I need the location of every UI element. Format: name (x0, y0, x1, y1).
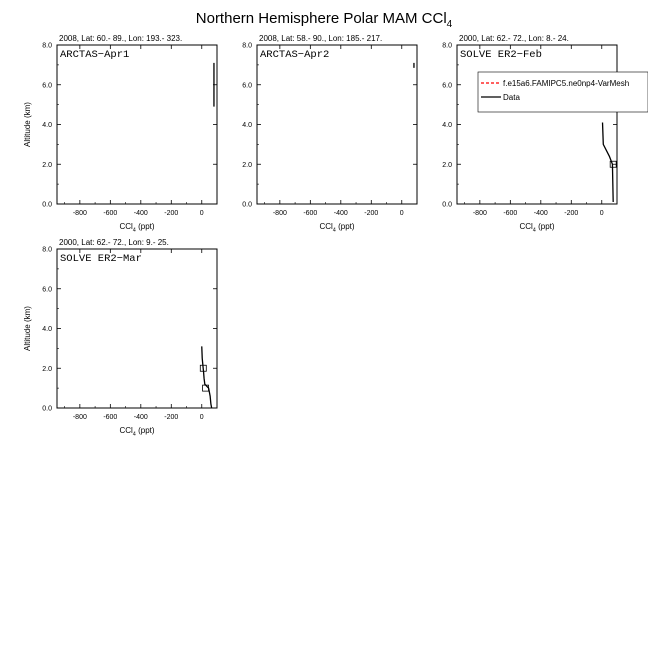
x-tick-label: -800 (272, 210, 287, 217)
x-axis-label (119, 426, 154, 438)
x-axis-label-base: CCl (119, 426, 133, 435)
x-axis-label-base: CCl (319, 222, 333, 231)
panel-title: 2008, Lat: 60.- 89., Lon: 193.- 323. (59, 34, 183, 43)
x-tick-label: -800 (472, 210, 487, 217)
y-tick-label: 4.0 (242, 122, 252, 129)
x-tick-label: -800 (72, 414, 87, 421)
x-tick-label: 0 (399, 210, 404, 217)
x-tick-label: 0 (599, 210, 604, 217)
panel-title: 2000, Lat: 62.- 72., Lon: 8.- 24. (459, 34, 569, 43)
data-series-line (202, 346, 212, 408)
y-tick-label: 2.0 (442, 161, 452, 169)
y-tick-label: 0.0 (42, 201, 52, 209)
x-axis-label (319, 222, 354, 234)
panels-group (23, 34, 648, 438)
y-tick-label: 2.0 (42, 161, 52, 169)
x-tick-label: -400 (133, 414, 148, 421)
chart-panel-2 (242, 34, 417, 234)
x-axis-label-unit: (ppt) (135, 426, 155, 435)
panel-title: 2000, Lat: 62.- 72., Lon: 9.- 25. (59, 238, 169, 247)
x-axis-label-subscript: 4 (132, 431, 136, 438)
x-tick-label: -200 (564, 210, 579, 217)
legend-entry-label: f.e15a6.FAMIPC5.ne0np4-VarMesh (503, 79, 630, 88)
figure-title-main: Northern Hemisphere Polar MAM CCl (195, 10, 447, 27)
x-axis-label-unit: (ppt) (335, 222, 355, 231)
y-tick-label: 0.0 (242, 201, 252, 209)
y-tick-label: 0.0 (442, 201, 452, 209)
figure-title (196, 10, 453, 30)
chart-panel-4 (23, 238, 217, 438)
plot-frame (257, 45, 417, 204)
x-axis-label-subscript: 4 (532, 227, 536, 234)
x-tick-label: -600 (103, 414, 118, 421)
y-axis-label: Altitude (km) (23, 306, 32, 351)
x-tick-label: 0 (199, 414, 204, 421)
x-tick-label: -200 (364, 210, 379, 217)
data-marker (203, 385, 209, 391)
x-tick-label: -200 (164, 210, 179, 217)
y-tick-label: 6.0 (242, 82, 252, 90)
chart-panel-3 (442, 34, 648, 234)
figure-title-subscript: 4 (446, 19, 453, 30)
plot-frame (57, 45, 217, 204)
y-tick-label: 2.0 (242, 161, 252, 169)
x-tick-label: -400 (533, 210, 548, 217)
y-tick-label: 4.0 (442, 122, 452, 129)
y-tick-label: 8.0 (442, 42, 452, 50)
x-axis-label-base: CCl (519, 222, 533, 231)
y-tick-label: 6.0 (442, 82, 452, 90)
x-axis-label-subscript: 4 (132, 227, 136, 234)
x-tick-label: -600 (503, 210, 518, 217)
panel-label: SOLVE ER2−Feb (460, 49, 542, 61)
plot-frame (57, 249, 217, 408)
chart-panel-1 (23, 34, 217, 234)
legend (478, 72, 648, 112)
data-series-line (603, 123, 614, 202)
x-tick-label: -400 (333, 210, 348, 217)
y-tick-label: 4.0 (42, 326, 52, 333)
x-axis-label-subscript: 4 (332, 227, 336, 234)
y-tick-label: 0.0 (42, 405, 52, 413)
x-tick-label: -600 (303, 210, 318, 217)
y-tick-label: 6.0 (42, 82, 52, 90)
x-axis-label (119, 222, 154, 234)
panel-label: ARCTAS−Apr1 (60, 49, 130, 61)
y-tick-label: 8.0 (42, 246, 52, 254)
legend-box (478, 72, 648, 112)
y-tick-label: 8.0 (42, 42, 52, 50)
x-tick-label: -800 (72, 210, 87, 217)
y-axis-label: Altitude (km) (23, 102, 32, 147)
x-tick-label: -200 (164, 414, 179, 421)
legend-entry-label: Data (503, 93, 520, 102)
panel-title: 2008, Lat: 58.- 90., Lon: 185.- 217. (259, 34, 383, 43)
x-axis-label-base: CCl (119, 222, 133, 231)
y-tick-label: 4.0 (42, 122, 52, 129)
x-tick-label: -400 (133, 210, 148, 217)
y-tick-label: 6.0 (42, 286, 52, 294)
x-axis-label (519, 222, 554, 234)
y-tick-label: 8.0 (242, 42, 252, 50)
panel-label: ARCTAS−Apr2 (260, 49, 330, 61)
x-tick-label: -600 (103, 210, 118, 217)
panel-label: SOLVE ER2−Mar (60, 253, 142, 265)
plot-frame (457, 45, 617, 204)
x-axis-label-unit: (ppt) (135, 222, 155, 231)
x-axis-label-unit: (ppt) (535, 222, 555, 231)
x-tick-label: 0 (199, 210, 204, 217)
y-tick-label: 2.0 (42, 365, 52, 373)
